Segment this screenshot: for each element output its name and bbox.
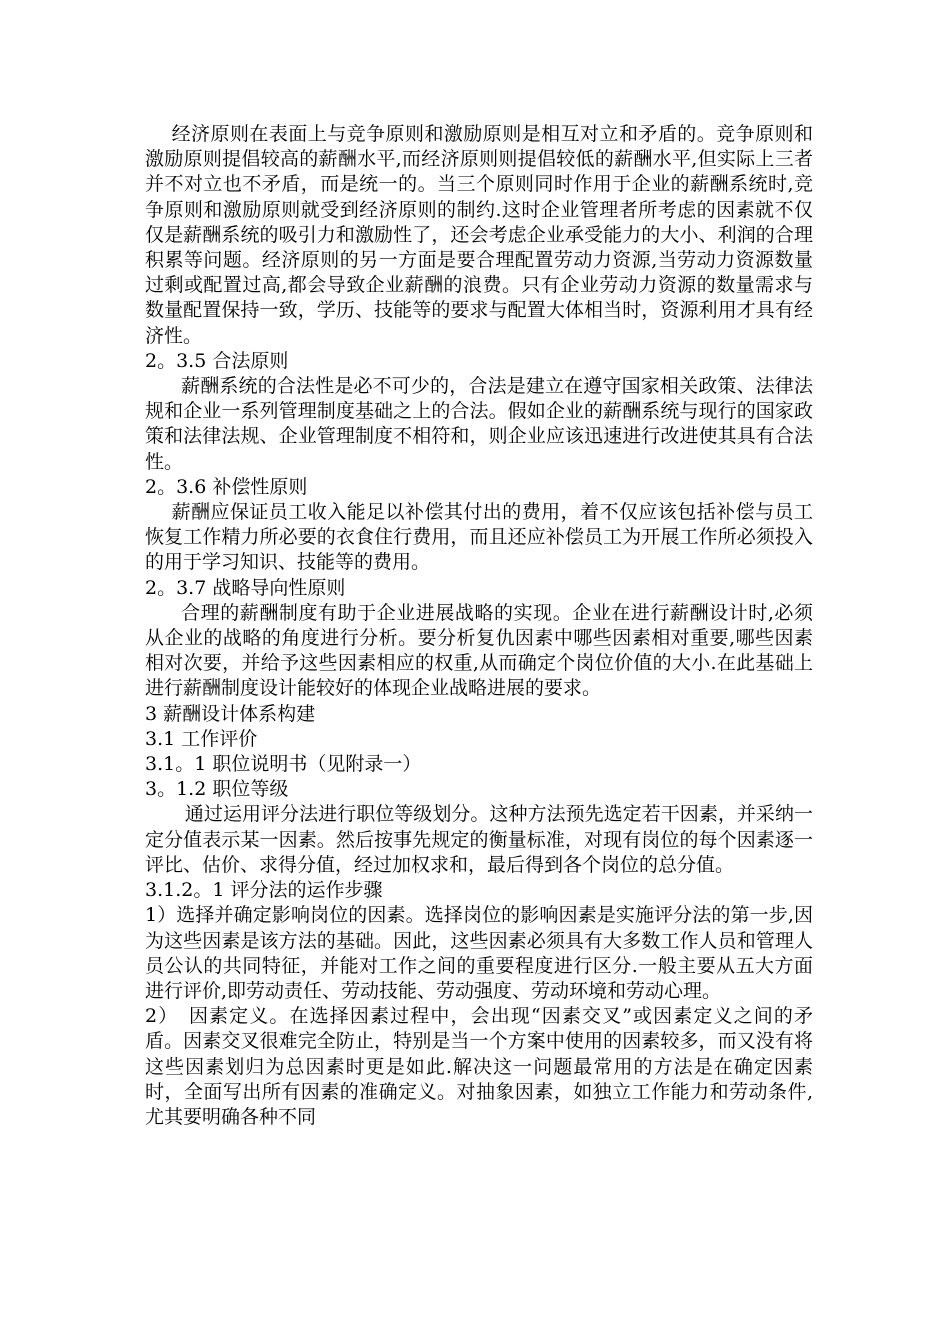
heading-3-1-1-job-description: 3.1。1 职位说明书（见附录一） (145, 753, 422, 776)
document-page (145, 122, 813, 1130)
heading-3-1-2-1-steps: 3.1.2。1 评分法的运作步骤 (145, 879, 383, 902)
paragraph-point-method: 通过运用评分法进行职位等级划分。这种方法预先选定若干因素，并采纳一定分值表示某一因素。然后按事先规定的衡量标准，对现有岗位的每个因素逐一评比、估价、求得分值，经过加权求和，最后得到各个岗位的总分值。 (145, 803, 813, 876)
paragraph-strategy: 合理的薪酬制度有助于企业进展战略的实现。企业在进行薪酬设计时,必须从企业的战略的角度进行分析。要分析复仇因素中哪些因素相对重要,哪些因素相对次要，并给予这些因素相应的权重,从而确定个岗位价值的大小.在此基础上进行薪酬制度设计能较好的体现企业战略进展的要求。 (145, 601, 813, 700)
paragraph-step-2: 2） 因素定义。在选择因素过程中，会出现“因素交叉”或因素定义之间的矛盾。因素交叉很难完全防止，特别是当一个方案中使用的因素较多，而又没有将这些因素划归为总因素时更是如此.解决这一问题最常用的方法是在确定因素时，全面写出所有因素的准确定义。对抽象因素，如独立工作能力和劳动条件,尤其要明确各种不同 (145, 1005, 813, 1128)
paragraph-legality: 薪酬系统的合法性是必不可少的，合法是建立在遵守国家相关政策、法律法规和企业一系列管理制度基础之上的合法。假如企业的薪酬系统与现行的国家政策和法律法规、企业管理制度不相符和，则企业应该迅速进行改进使其具有合法性。 (145, 375, 813, 473)
heading-3-1-job-evaluation: 3.1 工作评价 (145, 727, 258, 750)
heading-2-3-6-compensation: 2。3.6 补偿性原则 (145, 475, 308, 498)
heading-3-salary-system: 3 薪酬设计体系构建 (145, 702, 316, 725)
paragraph-step-1: 1）选择并确定影响岗位的因素。选择岗位的影响因素是实施评分法的第一步,因为这些因素是该方法的基础。因此，这些因素必须具有大多数工作人员和管理人员公认的共同特征，并能对工作之间的重要程度进行区分.一般主要从五大方面进行评价,即劳动责任、劳动技能、劳动强度、劳动环境和劳动心理。 (145, 904, 813, 1002)
heading-2-3-7-strategy: 2。3.7 战略导向性原则 (145, 576, 346, 599)
paragraph-economic-principle: 经济原则在表面上与竞争原则和激励原则是相互对立和矛盾的。竞争原则和激励原则提倡较高的薪酬水平,而经济原则则提倡较低的薪酬水平,但实际上三者并不对立也不矛盾，而是统一的。当三个原则同时作用于企业的薪酬系统时,竞争原则和激励原则就受到经济原则的制约.这时企业管理者所考虑的因素就不仅仅是薪酬系统的吸引力和激励性了，还会考虑企业承受能力的大小、利润的合理积累等问题。经济原则的另一方面是要合理配置劳动力资源,当劳动力资源数量过剩或配置过高,都会导致企业薪酬的浪费。只有企业劳动力资源的数量需求与数量配置保持一致，学历、技能等的要求与配置大体相当时，资源利用才具有经济性。 (145, 123, 813, 347)
paragraph-compensation: 薪酬应保证员工收入能足以补偿其付出的费用，着不仅应该包括补偿与员工恢复工作精力所必要的衣食住行费用，而且还应补偿员工为开展工作所必须投入的用于学习知识、技能等的费用。 (145, 501, 813, 574)
heading-2-3-5-legality: 2。3.5 合法原则 (145, 349, 289, 372)
heading-3-1-2-job-grade: 3。1.2 职位等级 (145, 778, 289, 801)
